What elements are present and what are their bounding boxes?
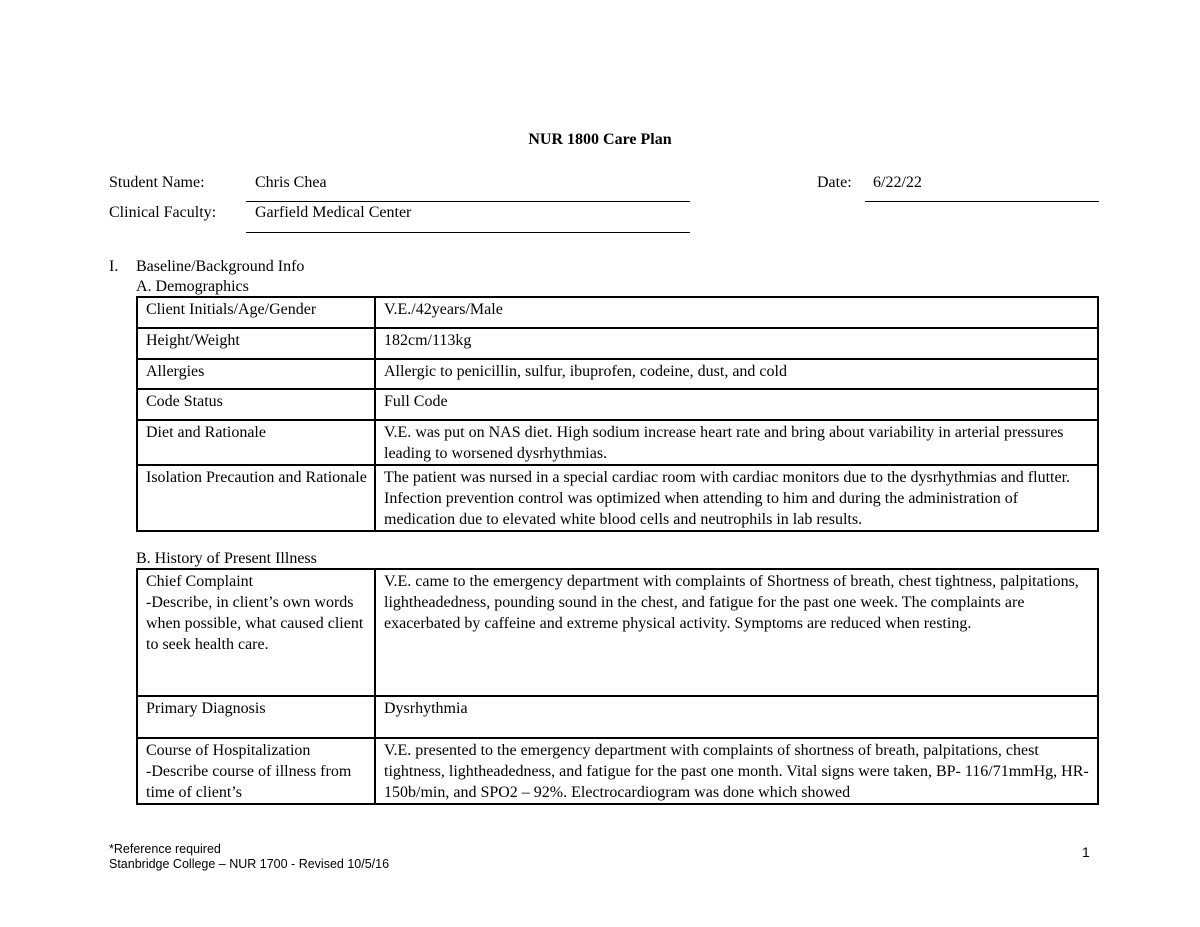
date-label: Date: xyxy=(817,174,852,191)
page-number: 1 xyxy=(1082,844,1090,860)
student-name-underline xyxy=(246,201,690,202)
footer-note: *Reference required xyxy=(109,842,221,856)
demographics-label: Isolation Precaution and Rationale xyxy=(137,465,375,531)
date-value: 6/22/22 xyxy=(873,174,922,191)
demographics-value: 182cm/113kg xyxy=(375,328,1098,359)
demographics-value: V.E./42years/Male xyxy=(375,297,1098,328)
demographics-label: Allergies xyxy=(137,359,375,389)
section-title: Baseline/Background Info xyxy=(136,258,305,275)
student-name-value: Chris Chea xyxy=(255,174,327,191)
table-row xyxy=(137,696,1098,738)
history-label: Chief Complaint -Describe, in client’s own words when possible, what caused client to seek health care. xyxy=(137,569,375,696)
demographics-value: The patient was nursed in a special cardiac room with cardiac monitors due to the dysrhythmias and flutter. Infection prevention control was optimized when attending to him and during the administration of medication due to elevated white blood cells and neutrophils in lab results. xyxy=(375,465,1098,531)
table-row xyxy=(137,297,1098,328)
demographics-label: Diet and Rationale xyxy=(137,420,375,465)
table-row xyxy=(137,465,1098,531)
demographics-label: Client Initials/Age/Gender xyxy=(137,297,375,328)
table-row xyxy=(137,569,1098,696)
clinical-faculty-value: Garfield Medical Center xyxy=(255,204,412,221)
date-underline xyxy=(865,201,1099,202)
history-heading: B. History of Present Illness xyxy=(136,550,317,567)
table-row xyxy=(137,359,1098,389)
page-title: NUR 1800 Care Plan xyxy=(528,131,672,148)
history-label: Primary Diagnosis xyxy=(137,696,375,738)
history-value: V.E. presented to the emergency department with complaints of shortness of breath, palpitations, chest tightness, lightheadedness, and fatigue for the past one month. Vital signs were taken, BP- 116/71mmHg, HR-150b/min, and SPO2 – 92%. Electrocardiogram was done which showed xyxy=(375,738,1098,804)
history-value: Dysrhythmia xyxy=(375,696,1098,738)
footer-college: Stanbridge College – NUR 1700 - Revised 10/5/16 xyxy=(109,857,390,871)
clinical-faculty-label: Clinical Faculty: xyxy=(109,204,217,221)
section-numeral: I. xyxy=(109,258,119,275)
demographics-heading: A. Demographics xyxy=(136,278,249,295)
demographics-label: Height/Weight xyxy=(137,328,375,359)
table-row xyxy=(137,328,1098,359)
clinical-faculty-underline xyxy=(246,232,690,233)
demographics-value: Allergic to penicillin, sulfur, ibuprofen, codeine, dust, and cold xyxy=(375,359,1098,389)
demographics-label: Code Status xyxy=(137,389,375,420)
table-row xyxy=(137,389,1098,420)
table-row xyxy=(137,738,1098,804)
table-row xyxy=(137,420,1098,465)
history-table xyxy=(136,568,1099,805)
demographics-value: Full Code xyxy=(375,389,1098,420)
history-value: V.E. came to the emergency department with complaints of Shortness of breath, chest tightness, palpitations, lightheadedness, pounding sound in the chest, and fatigue for the past one week. The complaints are exacerbated by caffeine and extreme physical activity. Symptoms are reduced when resting. xyxy=(375,569,1098,696)
demographics-table xyxy=(136,296,1099,532)
history-label: Course of Hospitalization -Describe course of illness from time of client’s xyxy=(137,738,375,804)
demographics-value: V.E. was put on NAS diet. High sodium increase heart rate and bring about variability in arterial pressures leading to worsened dysrhythmias. xyxy=(375,420,1098,465)
student-name-label: Student Name: xyxy=(109,174,205,191)
